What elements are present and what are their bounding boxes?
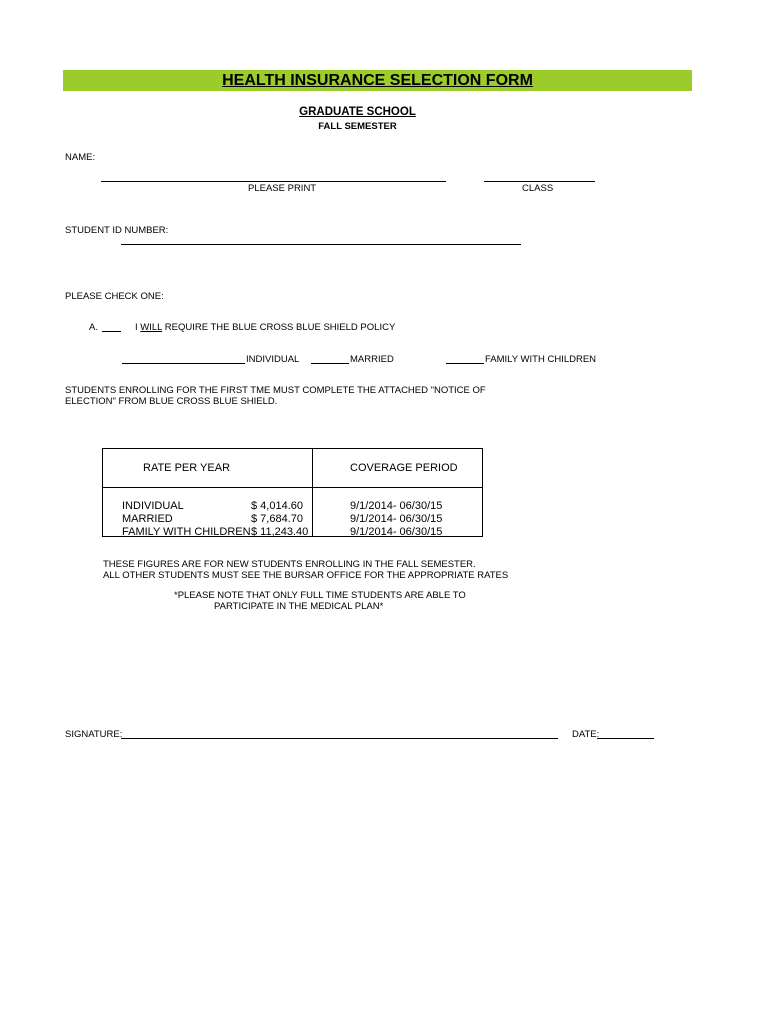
choice-married: MARRIED — [350, 354, 394, 365]
class-caption: CLASS — [522, 183, 554, 194]
option-a-checkbox[interactable] — [102, 331, 121, 332]
choice-family: FAMILY WITH CHILDREN — [485, 354, 597, 365]
table-column-divider — [312, 449, 313, 536]
table-row-type: INDIVIDUAL — [122, 500, 184, 512]
table-row-period: 9/1/2014- 06/30/15 — [350, 500, 443, 512]
student-id-label: STUDENT ID NUMBER: — [65, 225, 169, 236]
table-header-divider — [103, 487, 482, 488]
option-letter: A. — [89, 322, 98, 333]
table-row-amount: $ 11,243.40 — [251, 526, 309, 538]
footnote-line-2: ALL OTHER STUDENTS MUST SEE THE BURSAR OFFICE FOR THE APPROPRIATE RATES — [103, 570, 509, 581]
rate-table — [102, 448, 483, 537]
name-field[interactable] — [101, 181, 446, 182]
table-row-period: 9/1/2014- 06/30/15 — [350, 526, 443, 538]
fulltime-note-line-1: *PLEASE NOTE THAT ONLY FULL TIME STUDENTS ARE ABLE TO — [174, 590, 466, 601]
fulltime-note-line-2: PARTICIPATE IN THE MEDICAL PLAN* — [214, 601, 384, 612]
table-row-amount: $ 4,014.60 — [251, 500, 303, 512]
choice-individual: INDIVIDUAL — [246, 354, 300, 365]
rate-header: RATE PER YEAR — [143, 462, 231, 474]
date-label: DATE: — [572, 729, 600, 740]
table-row-type: FAMILY WITH CHILDREN — [122, 526, 251, 538]
period-header: COVERAGE PERIOD — [350, 462, 458, 474]
check-one-label: PLEASE CHECK ONE: — [65, 291, 164, 302]
family-checkbox[interactable] — [446, 363, 484, 364]
table-row-period: 9/1/2014- 06/30/15 — [350, 513, 443, 525]
print-caption: PLEASE PRINT — [248, 183, 317, 194]
notice-line-2: ELECTION" FROM BLUE CROSS BLUE SHIELD. — [65, 396, 278, 407]
individual-checkbox[interactable] — [122, 363, 245, 364]
class-field[interactable] — [484, 181, 595, 182]
semester-heading: FALL SEMESTER — [318, 121, 397, 132]
signature-field[interactable] — [121, 738, 558, 739]
notice-line-1: STUDENTS ENROLLING FOR THE FIRST TME MUST COMPLETE THE ATTACHED "NOTICE OF — [65, 385, 486, 396]
table-row-type: MARRIED — [122, 513, 173, 525]
name-label: NAME: — [65, 152, 96, 163]
form-title: HEALTH INSURANCE SELECTION FORM — [222, 72, 533, 89]
student-id-field[interactable] — [121, 244, 521, 245]
married-checkbox[interactable] — [311, 363, 349, 364]
school-heading: GRADUATE SCHOOL — [299, 106, 416, 118]
footnote-line-1: THESE FIGURES ARE FOR NEW STUDENTS ENROLLING IN THE FALL SEMESTER. — [103, 559, 476, 570]
option-a-text: I WILL REQUIRE THE BLUE CROSS BLUE SHIELD POLICY — [135, 322, 396, 333]
signature-label: SIGNATURE: — [65, 729, 123, 740]
date-field[interactable] — [597, 738, 654, 739]
table-row-amount: $ 7,684.70 — [251, 513, 303, 525]
